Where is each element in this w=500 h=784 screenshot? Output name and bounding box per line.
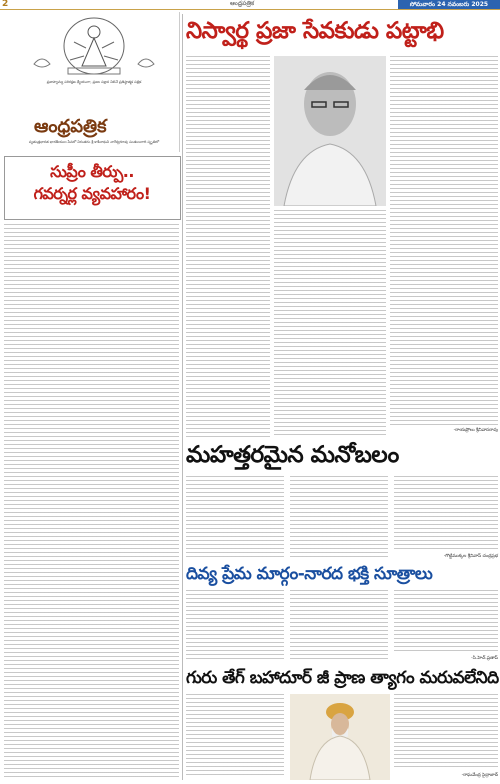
narada-column-3 bbox=[394, 590, 498, 654]
lead-byline: -రాయప్రోలు శ్రీనివాసరావు bbox=[453, 428, 498, 433]
portrait-illustration bbox=[274, 56, 386, 206]
lead-column-2 bbox=[274, 210, 386, 438]
guru-illustration bbox=[290, 694, 390, 780]
narada-column-1 bbox=[186, 590, 284, 662]
guru-headline: గురు తేగ్ బహాదూర్ జీ ప్రాణ త్యాగం మరువలేనిది bbox=[186, 668, 499, 688]
editorial-headline: సుప్రీం తీర్పు.. గవర్నర్ల వ్యవహారం! bbox=[33, 162, 151, 203]
narada-headline: దివ్య ప్రేమ మార్గం-నారద భక్తి సూత్రాలు bbox=[186, 564, 433, 584]
goddess-emblem-icon bbox=[24, 14, 164, 76]
running-paper-name: ఆంధ్రపత్రిక bbox=[230, 0, 255, 7]
narada-byline: -సి.హెచ్.ప్రతాప్ bbox=[471, 656, 498, 661]
guru-column-3 bbox=[394, 694, 498, 770]
guru-portrait bbox=[290, 694, 390, 780]
masthead-tagline: ప్రజాస్వామ్య పరిరక్షణ ధ్యేయంగా, ప్రజల పక్షాన నిలిచే ప్రతిష్ఠాత్మక పత్రిక bbox=[46, 80, 142, 84]
willpower-column-1 bbox=[186, 476, 284, 560]
lead-column-1 bbox=[186, 56, 270, 438]
masthead-subline: స్వతంత్రభారత భారతీయుల సేవలో నిరంతరం శ్రీ కాశీనాథుని నాగేశ్వరరావు పంతులుగారి స్మృతిలో bbox=[28, 140, 160, 144]
lead-headline: నిస్వార్థ ప్రజా సేవకుడు పట్టాభి bbox=[186, 18, 444, 44]
lead-column-3 bbox=[390, 56, 498, 426]
willpower-headline: మహత్తరమైన మనోబలం bbox=[186, 442, 399, 468]
editorial-body bbox=[4, 224, 179, 778]
portrait-photo bbox=[274, 56, 386, 206]
willpower-column-3 bbox=[394, 476, 498, 552]
guru-byline: -రాఘవేంద్ర సైద్రాబాద్ bbox=[461, 773, 498, 778]
willpower-byline: -గొట్టిముక్కల శ్రీనివాస్ చంద్రప్రభ bbox=[443, 554, 498, 559]
masthead bbox=[4, 12, 180, 152]
column-separator bbox=[182, 14, 183, 780]
editorial-headline-box bbox=[4, 156, 181, 220]
narada-column-2 bbox=[290, 590, 388, 662]
masthead-logo: ఆంధ్రపత్రిక bbox=[34, 116, 107, 137]
willpower-column-2 bbox=[290, 476, 388, 560]
guru-column-1 bbox=[186, 694, 284, 778]
dateline: సోమవారం 24 నవంబరు 2025 bbox=[398, 0, 500, 9]
page-number: 2 bbox=[2, 0, 9, 9]
